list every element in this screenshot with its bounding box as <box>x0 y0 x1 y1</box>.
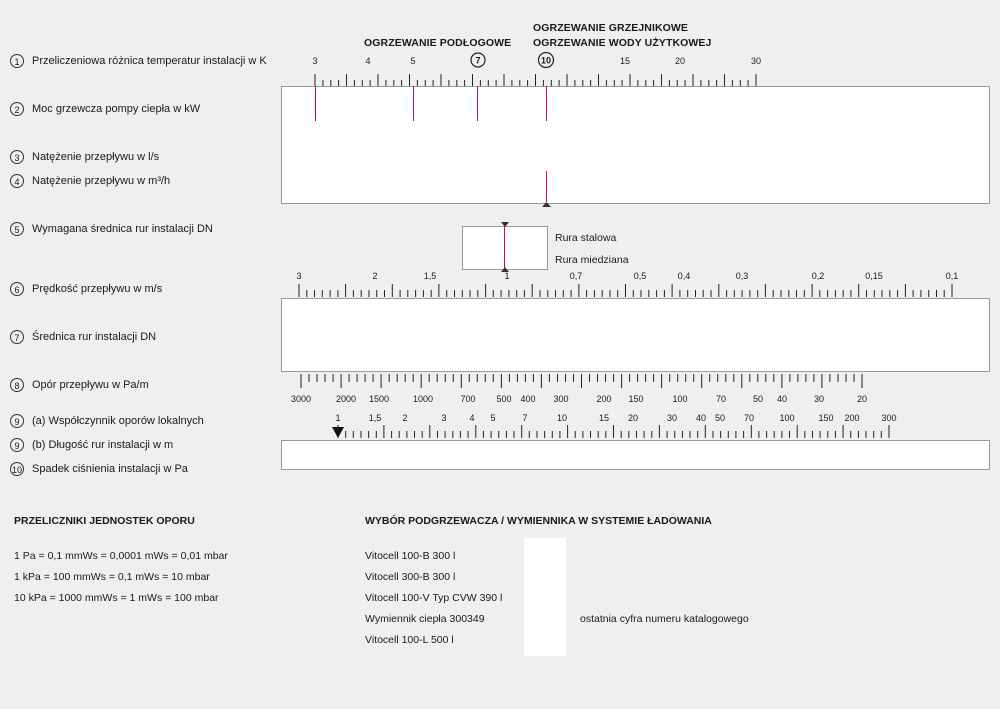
marker-line-3 <box>315 86 316 121</box>
steel-pipe-label: Rura stalowa <box>555 232 617 244</box>
zeta-label-40: 40 <box>695 413 707 423</box>
row-label-7: 7 Średnica rur instalacji DN <box>10 330 156 344</box>
resistance-label-700: 700 <box>460 394 476 404</box>
unit-line-3: 10 kPa = 1000 mmWs = 1 mWs = 100 mbar <box>14 592 219 604</box>
resistance-label-70: 70 <box>715 394 727 404</box>
row-label-9b: 9 (b) Długość rur instalacji w m <box>10 438 173 452</box>
zeta-label-70: 70 <box>743 413 755 423</box>
power-flow-slider-panel[interactable] <box>281 86 990 204</box>
tank-item-5[interactable]: Vitocell 100-L 500 l <box>365 634 454 646</box>
resistance-label-400: 400 <box>520 394 536 404</box>
tank-item-4[interactable]: Wymiennik ciepła 300349 <box>365 613 485 625</box>
resistance-label-200: 200 <box>596 394 612 404</box>
zeta-label-1-5: 1,5 <box>368 413 382 423</box>
catalog-digit-window[interactable] <box>524 538 566 656</box>
zeta-label-50: 50 <box>714 413 726 423</box>
resistance-label-500: 500 <box>496 394 512 404</box>
resistance-ticks <box>301 374 862 388</box>
resistance-label-2000: 2000 <box>335 394 357 404</box>
resistance-label-50: 50 <box>752 394 764 404</box>
temp-diff-ticks <box>315 74 756 86</box>
units-title: PRZELICZNIKI JEDNOSTEK OPORU <box>14 515 195 527</box>
copper-pipe-label: Rura miedziana <box>555 254 629 266</box>
resistance-label-300: 300 <box>553 394 569 404</box>
pressure-drop-slider-panel[interactable] <box>281 440 990 470</box>
velocity-label-0-7: 0,7 <box>569 271 583 281</box>
resistance-label-30: 30 <box>813 394 825 404</box>
resistance-label-3000: 3000 <box>290 394 312 404</box>
velocity-label-0-2: 0,2 <box>811 271 825 281</box>
dn-window[interactable] <box>462 226 548 270</box>
zeta-label-1: 1 <box>335 413 341 423</box>
zeta-label-7: 7 <box>522 413 528 423</box>
velocity-label-3: 3 <box>296 271 302 281</box>
resistance-label-150: 150 <box>628 394 644 404</box>
floor-heating-header: OGRZEWANIE PODŁOGOWE <box>364 37 512 49</box>
resistance-label-100: 100 <box>672 394 688 404</box>
velocity-label-1: 1 <box>504 271 510 281</box>
resistance-scale <box>280 372 1000 406</box>
temp-tick-label-15: 15 <box>619 56 631 66</box>
radiator-heating-header: OGRZEWANIE GRZEJNIKOWE <box>533 22 689 34</box>
row-label-10: 10 Spadek ciśnienia instalacji w Pa <box>11 463 188 475</box>
row-label-5: 5 Wymagana średnica rur instalacji DN <box>10 222 213 236</box>
dn-marker-line <box>504 226 505 268</box>
temp-tick-label-20: 20 <box>674 56 686 66</box>
resistance-label-20: 20 <box>856 394 868 404</box>
row-label-8: 8 Opór przepływu w Pa/m <box>10 378 149 392</box>
unit-line-2: 1 kPa = 100 mmWs = 0,1 mWs = 10 mbar <box>14 571 210 583</box>
zeta-label-5: 5 <box>490 413 496 423</box>
hot-water-header: OGRZEWANIE WODY UŻYTKOWEJ <box>533 37 712 49</box>
temp-tick-label-7: 7 <box>475 55 481 66</box>
unit-line-1: 1 Pa = 0,1 mmWs = 0,0001 mWs = 0,01 mbar <box>14 550 228 562</box>
resistance-label-1500: 1500 <box>368 394 390 404</box>
row-label-4: 4 Natężenie przepływu w m³/h <box>10 174 170 188</box>
velocity-label-1-5: 1,5 <box>423 271 437 281</box>
zeta-label-100: 100 <box>779 413 795 423</box>
resistance-label-40: 40 <box>776 394 788 404</box>
temp-tick-label-4: 4 <box>365 56 371 66</box>
row-label-2: 2 Moc grzewcza pompy ciepła w kW <box>10 102 200 116</box>
temp-tick-label-30: 30 <box>750 56 762 66</box>
zeta-label-300: 300 <box>881 413 897 423</box>
zeta-label-3: 3 <box>441 413 447 423</box>
velocity-label-0-3: 0,3 <box>735 271 749 281</box>
temp-tick-label-5: 5 <box>410 56 416 66</box>
velocity-ticks <box>299 284 952 297</box>
row-label-3: 3 Natężenie przepływu w l/s <box>10 150 159 164</box>
selection-title: WYBÓR PODGRZEWACZA / WYMIENNIKA W SYSTEMIE ŁADOWANIA <box>365 515 712 527</box>
row-label-6: 6 Prędkość przepływu w m/s <box>10 282 162 296</box>
temp-diff-scale <box>280 50 1000 90</box>
zeta-label-10: 10 <box>556 413 568 423</box>
zeta-label-2: 2 <box>402 413 408 423</box>
row-label-9a: 9 (a) Współczynnik oporów lokalnych <box>10 414 204 428</box>
velocity-label-2: 2 <box>372 271 378 281</box>
velocity-label-0-5: 0,5 <box>633 271 647 281</box>
catalog-note: ostatnia cyfra numeru katalogowego <box>580 613 749 625</box>
zeta-label-150: 150 <box>818 413 834 423</box>
tank-item-1[interactable]: Vitocell 100-B 300 l <box>365 550 456 562</box>
pipe-dn-slider-panel[interactable] <box>281 298 990 372</box>
marker-line-10 <box>546 86 547 121</box>
velocity-scale <box>280 266 1000 302</box>
tank-item-2[interactable]: Vitocell 300-B 300 l <box>365 571 456 583</box>
zeta-label-4: 4 <box>469 413 475 423</box>
zeta-label-200: 200 <box>844 413 860 423</box>
flow-pointer-icon <box>541 201 552 209</box>
zeta-label-20: 20 <box>627 413 639 423</box>
marker-line-5 <box>413 86 414 121</box>
zeta-label-30: 30 <box>666 413 678 423</box>
temp-tick-label-10: 10 <box>540 55 552 66</box>
row-label-1: 1 Przeliczeniowa różnica temperatur instalacji w K <box>10 54 267 68</box>
velocity-label-0-4: 0,4 <box>677 271 691 281</box>
dn-pointer-top-icon <box>500 221 510 228</box>
velocity-label-0-1: 0,1 <box>945 271 959 281</box>
zeta-ticks <box>338 425 889 438</box>
zeta-pointer-icon <box>332 427 344 438</box>
tank-item-3[interactable]: Vitocell 100-V Typ CVW 390 l <box>365 592 503 604</box>
zeta-label-15: 15 <box>598 413 610 423</box>
marker-line-7 <box>477 86 478 121</box>
resistance-label-1000: 1000 <box>412 394 434 404</box>
zeta-scale <box>280 408 1000 440</box>
flow-marker-line <box>546 171 547 202</box>
velocity-label-0-15: 0,15 <box>865 271 883 281</box>
temp-tick-label-3: 3 <box>312 56 318 66</box>
